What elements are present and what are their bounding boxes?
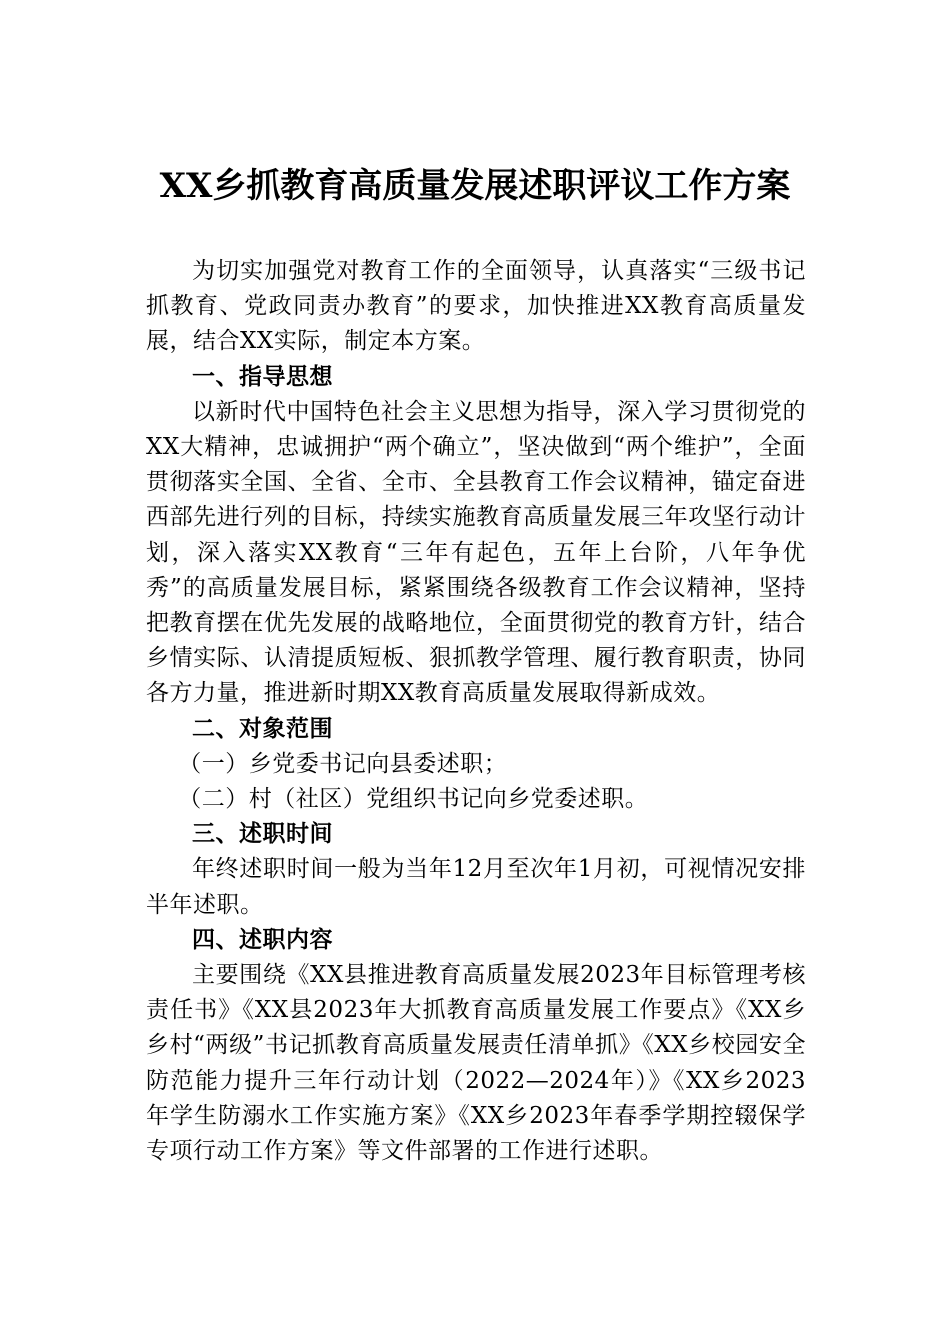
section-heading-scope: 二、对象范围 bbox=[192, 715, 333, 742]
timing-paragraph: 年终述职时间一般为当年12月至次年1月初，可视情况安排半年述职。 bbox=[146, 856, 806, 918]
section-heading-guiding-thought: 一、指导思想 bbox=[192, 363, 333, 390]
document-title: XX乡抓教育高质量发展述职评议工作方案 bbox=[159, 166, 791, 206]
section-heading-content: 四、述职内容 bbox=[192, 926, 333, 953]
scope-item-2: （二）村（社区）党组织书记向乡党委述职。 bbox=[178, 786, 649, 813]
content-paragraph: 主要围绕《XX县推进教育高质量发展2023年目标管理考核责任书》《XX县2023年大抓教育高质量发展工作要点》《XX乡乡村“两级”书记抓教育高质量发展责任清单抓》《XX乡校园安全防范能力提升三年行动计划（2022—2024年）》《XX乡2023年学生防溺水工作实施方案》《XX乡2023年春季学期控辍保学专项行动工作方案》等文件部署的工作进行述职。 bbox=[146, 962, 806, 1165]
section-heading-timing: 三、述职时间 bbox=[192, 821, 333, 848]
guiding-thought-paragraph: 以新时代中国特色社会主义思想为指导，深入学习贯彻党的XX大精神，忠诚拥护“两个确立”，坚决做到“两个维护”，全面贯彻落实全国、全省、全市、全县教育工作会议精神，锚定奋进西部先进行列的目标，持续实施教育高质量发展三年攻坚行动计划，深入落实XX教育“三年有起色，五年上台阶，八年争优秀”的高质量发展目标，紧紧围绕各级教育工作会议精神，坚持把教育摆在优先发展的战略地位，全面贯彻党的教育方针，结合乡情实际、认清提质短板、狠抓教学管理、履行教育职责，协同各方力量，推进新时期XX教育高质量发展取得新成效。 bbox=[146, 398, 806, 707]
intro-paragraph: 为切实加强党对教育工作的全面领导，认真落实“三级书记抓教育、党政同责办教育”的要求，加快推进XX教育高质量发展，结合XX实际，制定本方案。 bbox=[146, 258, 806, 355]
document-body bbox=[146, 254, 806, 1169]
scope-item-1: （一）乡党委书记向县委述职； bbox=[178, 750, 508, 777]
